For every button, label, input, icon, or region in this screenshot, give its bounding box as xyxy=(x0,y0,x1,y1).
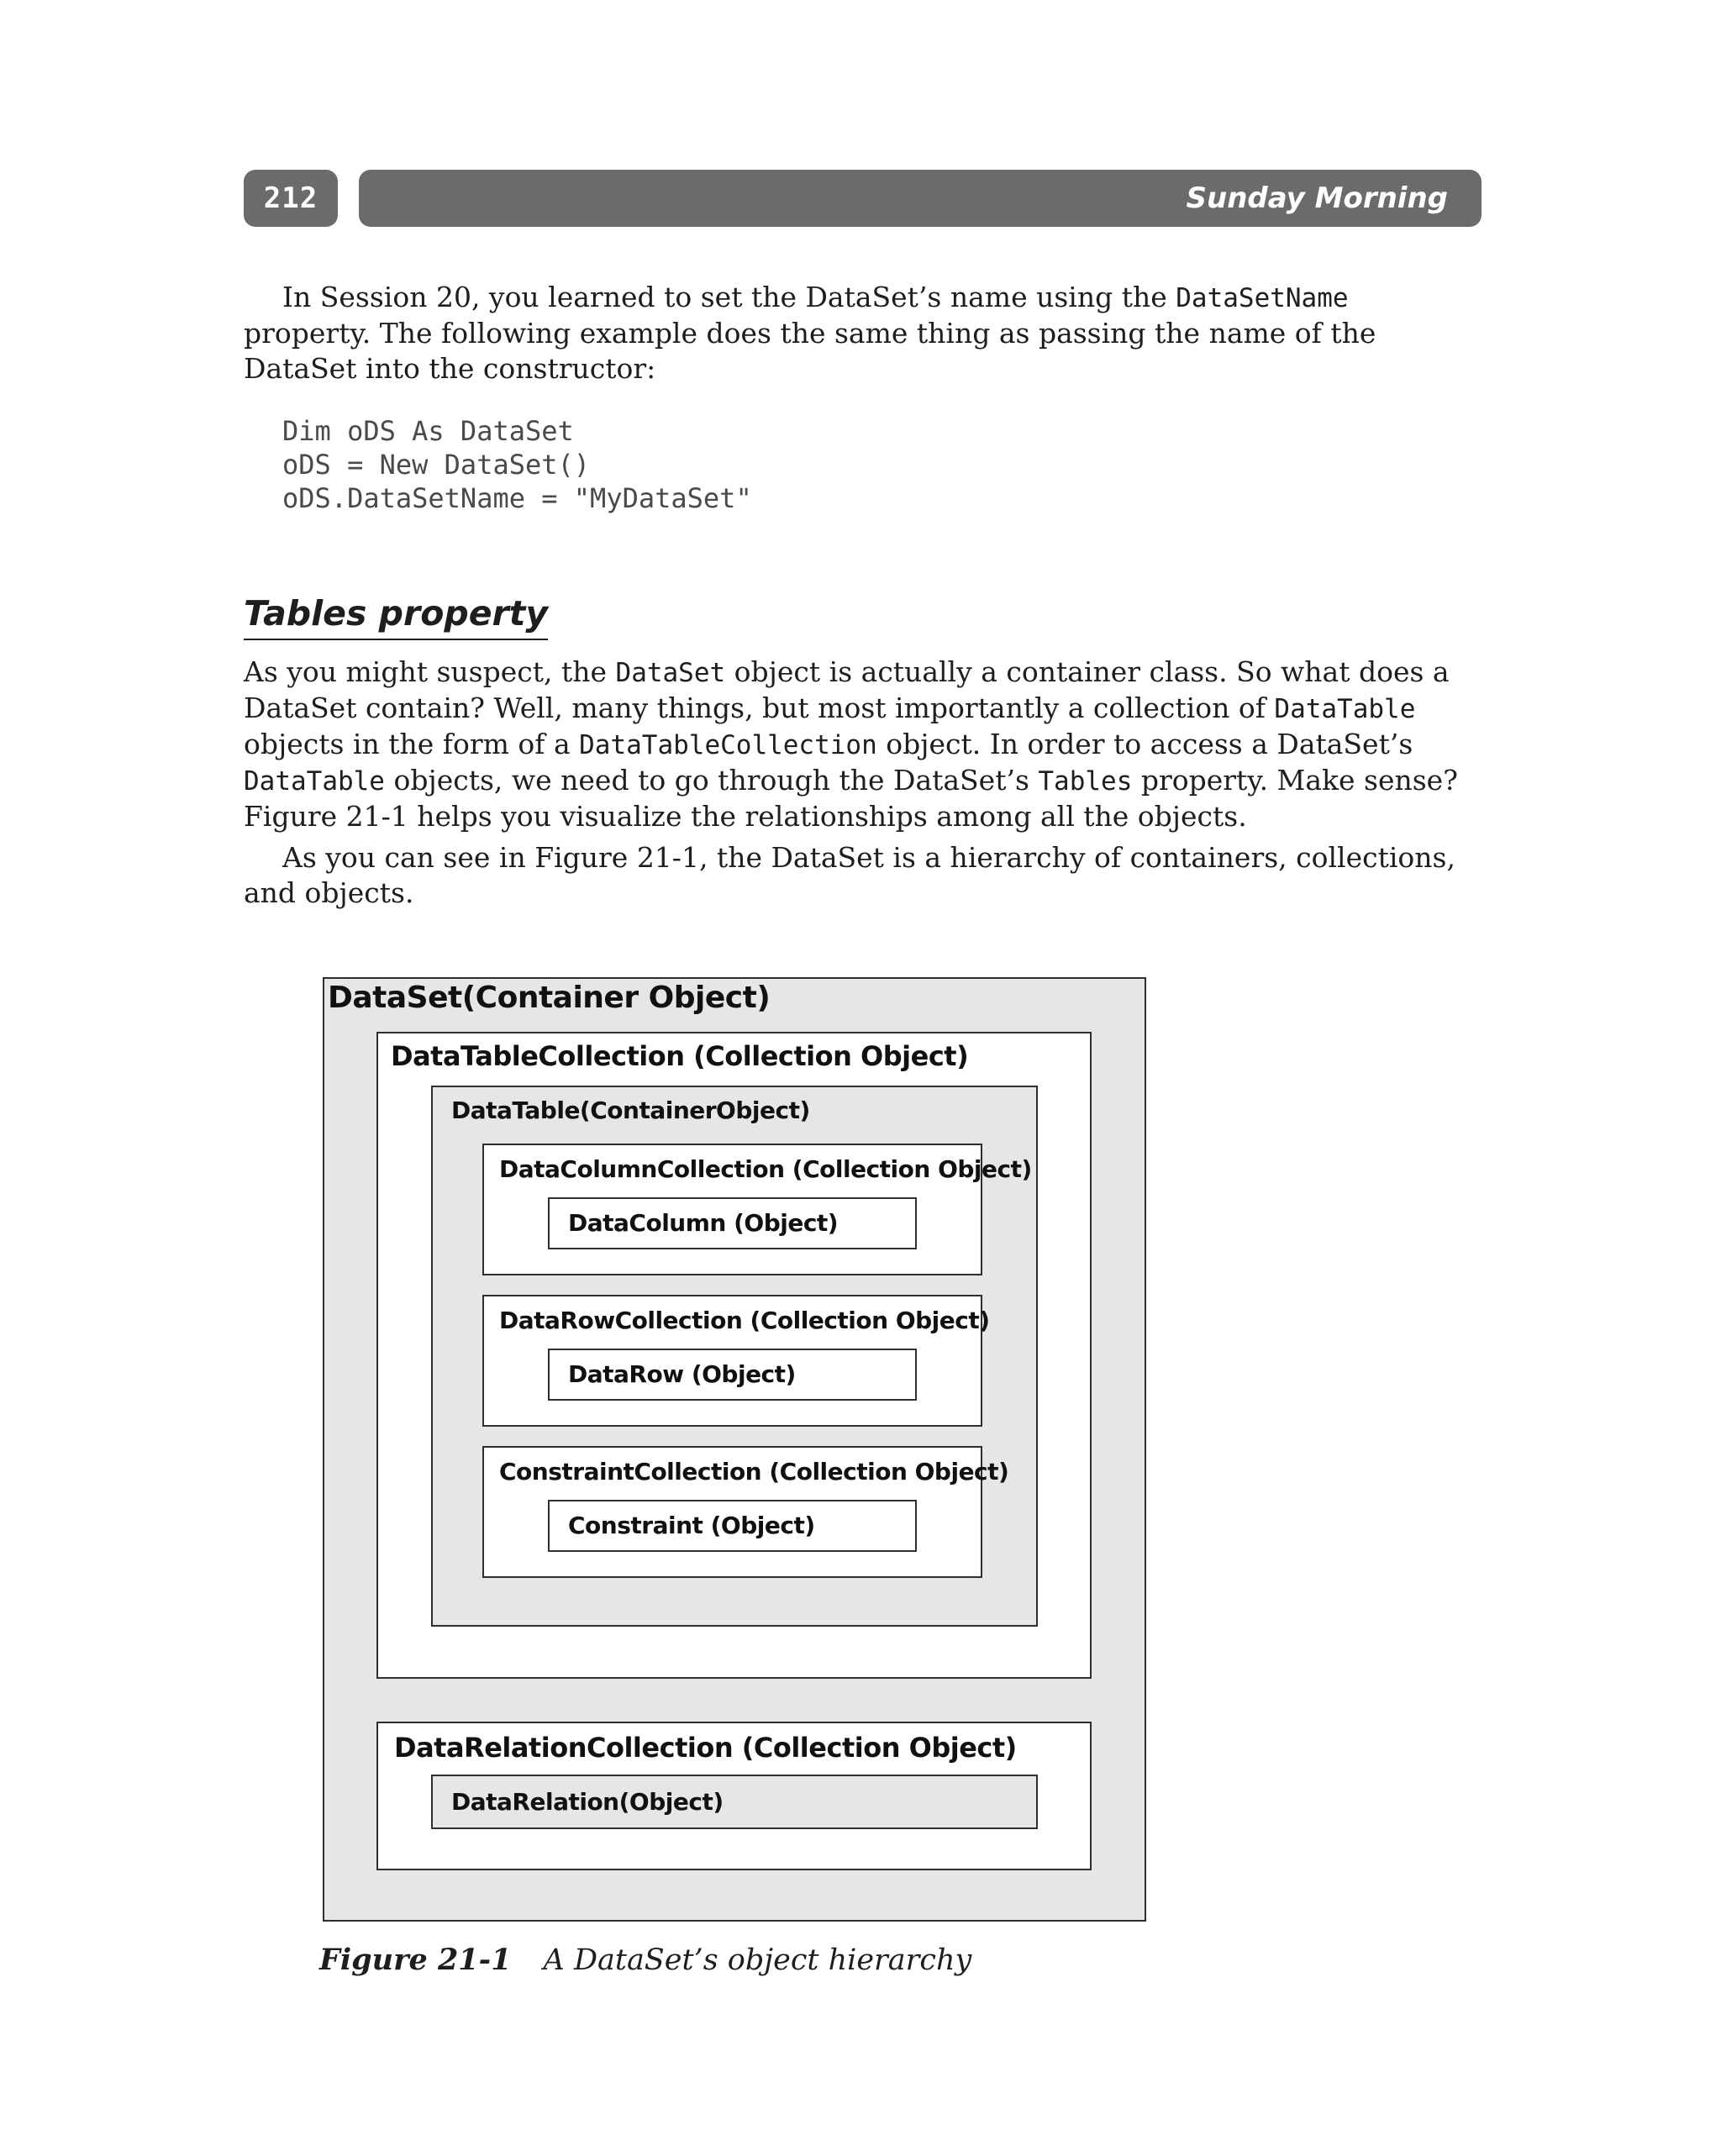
constraint-label: Constraint (Object) xyxy=(568,1512,815,1539)
datarelation-box xyxy=(431,1775,1038,1829)
para1-text-2: property. The following example does the same thing as passing the name of the DataSet into the constructor: xyxy=(244,317,1376,385)
figure-caption-text: A DataSet’s object hierarchy xyxy=(543,1943,972,1977)
datarowcollection-label: DataRowCollection (Collection Object) xyxy=(499,1307,990,1334)
datacolumn-label: DataColumn (Object) xyxy=(568,1209,839,1237)
figure-number: Figure 21-1 xyxy=(319,1943,512,1977)
para1-text-1: In Session 20, you learned to set the DataSet’s name using the xyxy=(282,281,1176,313)
datarow-box xyxy=(548,1349,917,1401)
hierarchy-paragraph: As you can see in Figure 21-1, the DataSet is a hierarchy of containers, collections, and objects. xyxy=(244,841,1455,909)
datarelationcollection-label: DataRelationCollection (Collection Object) xyxy=(394,1732,1017,1764)
code-term-tables: Tables xyxy=(1038,766,1133,797)
para2-text-1: As you might suspect, the xyxy=(244,655,616,688)
section-heading: Tables property xyxy=(244,592,548,640)
constraintcollection-label: ConstraintCollection (Collection Object) xyxy=(499,1458,1009,1486)
datacolumn-box xyxy=(548,1197,917,1249)
dataset-label: DataSet(Container Object) xyxy=(328,981,771,1015)
intro-paragraph xyxy=(244,280,1483,387)
datatable-label: DataTable(ContainerObject) xyxy=(451,1096,810,1124)
constraint-box xyxy=(548,1500,917,1552)
page-number: 212 xyxy=(244,170,338,227)
tables-paragraph xyxy=(244,655,1483,834)
para2-text-4: object. In order to access a DataSet’s xyxy=(876,728,1413,760)
datacolumncollection-label: DataColumnCollection (Collection Object) xyxy=(499,1155,1032,1183)
code-term-datatablecollection: DataTableCollection xyxy=(579,730,877,760)
code-term-datatable: DataTable xyxy=(1274,694,1416,724)
code-term-datasetname: DataSetName xyxy=(1176,283,1349,313)
code-term-datatable-2: DataTable xyxy=(244,766,385,797)
datarelation-label: DataRelation(Object) xyxy=(451,1788,724,1816)
code-block xyxy=(282,414,752,515)
para2-text-3: objects in the form of a xyxy=(244,728,580,760)
code-line: oDS = New DataSet() xyxy=(282,449,591,481)
datatablecollection-label: DataTableCollection (Collection Object) xyxy=(391,1040,969,1072)
para2-text-6: property. Make sense? Figure 21-1 helps you visualize the relationships among all the objects. xyxy=(244,764,1458,833)
code-line: Dim oDS As DataSet xyxy=(282,415,574,447)
figure-caption xyxy=(319,1943,971,1977)
running-header xyxy=(359,170,1482,227)
para2-text-2: object is actually a container class. So what does a DataSet contain? Well, many things, but most importantly a collection of xyxy=(244,655,1450,724)
code-line: oDS.DataSetName = "MyDataSet" xyxy=(282,482,752,514)
running-title: Sunday Morning xyxy=(1186,181,1448,215)
datarow-label: DataRow (Object) xyxy=(568,1360,796,1388)
code-term-dataset: DataSet xyxy=(615,658,726,688)
para2-text-5: objects, we need to go through the DataSet’s xyxy=(384,764,1039,797)
